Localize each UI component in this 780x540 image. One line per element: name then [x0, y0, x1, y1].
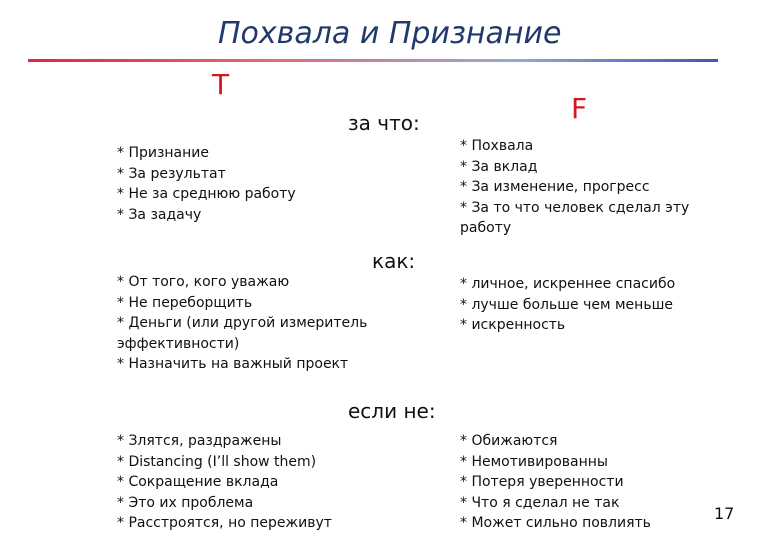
- column-right-label: F: [571, 92, 588, 125]
- section-heading-what: за что:: [348, 111, 420, 135]
- section-if-not-left-list: [117, 431, 417, 534]
- list-item: * Расстроятся, но переживут: [117, 515, 332, 531]
- section-heading-if-not: если не:: [348, 399, 436, 423]
- list-item: * Не переборщить: [117, 294, 253, 311]
- list-item: * За то что человек сделал эту работу: [460, 199, 690, 236]
- list-item: * Что я сделал не так: [460, 494, 620, 511]
- list-item: * За задачу: [117, 206, 202, 223]
- section-if-not-right-list: [460, 431, 710, 534]
- page-number: 17: [714, 504, 735, 523]
- list-item: * Немотивированны: [460, 453, 608, 470]
- section-how-right-list: [460, 274, 720, 336]
- section-what-right-list: [460, 136, 695, 239]
- list-item: * Назначить на важный проект: [117, 356, 349, 372]
- list-item: * Похвала: [460, 138, 534, 154]
- section-heading-how: как:: [372, 249, 416, 273]
- title-divider: [28, 59, 718, 62]
- list-item: * Может сильно повлиять: [460, 515, 651, 531]
- list-item: * За вклад: [460, 158, 538, 175]
- list-item: * искренность: [460, 317, 566, 333]
- list-item: * Это их проблема: [117, 494, 254, 511]
- list-item: * Distancing (I’ll show them): [117, 453, 317, 470]
- list-item: * Сокращение вклада: [117, 474, 279, 490]
- column-left-label: T: [212, 68, 230, 101]
- list-item: * лучше больше чем меньше: [460, 296, 674, 313]
- list-item: * За результат: [117, 165, 226, 182]
- section-what-left-list: [117, 143, 417, 225]
- list-item: * Признание: [117, 145, 210, 161]
- list-item: * За изменение, прогресс: [460, 179, 650, 195]
- list-item: * Обижаются: [460, 433, 558, 449]
- list-item: * Потеря уверенности: [460, 474, 624, 490]
- list-item: * От того, кого уважаю: [117, 274, 290, 290]
- list-item: * Злятся, раздражены: [117, 433, 282, 449]
- list-item: * Не за среднюю работу: [117, 186, 296, 202]
- list-item: * личное, искреннее спасибо: [460, 276, 676, 292]
- slide-title: Похвала и Признание: [218, 16, 562, 51]
- section-how-left-list: [117, 272, 377, 375]
- list-item: * Деньги (или другой измеритель эффективности): [117, 315, 368, 352]
